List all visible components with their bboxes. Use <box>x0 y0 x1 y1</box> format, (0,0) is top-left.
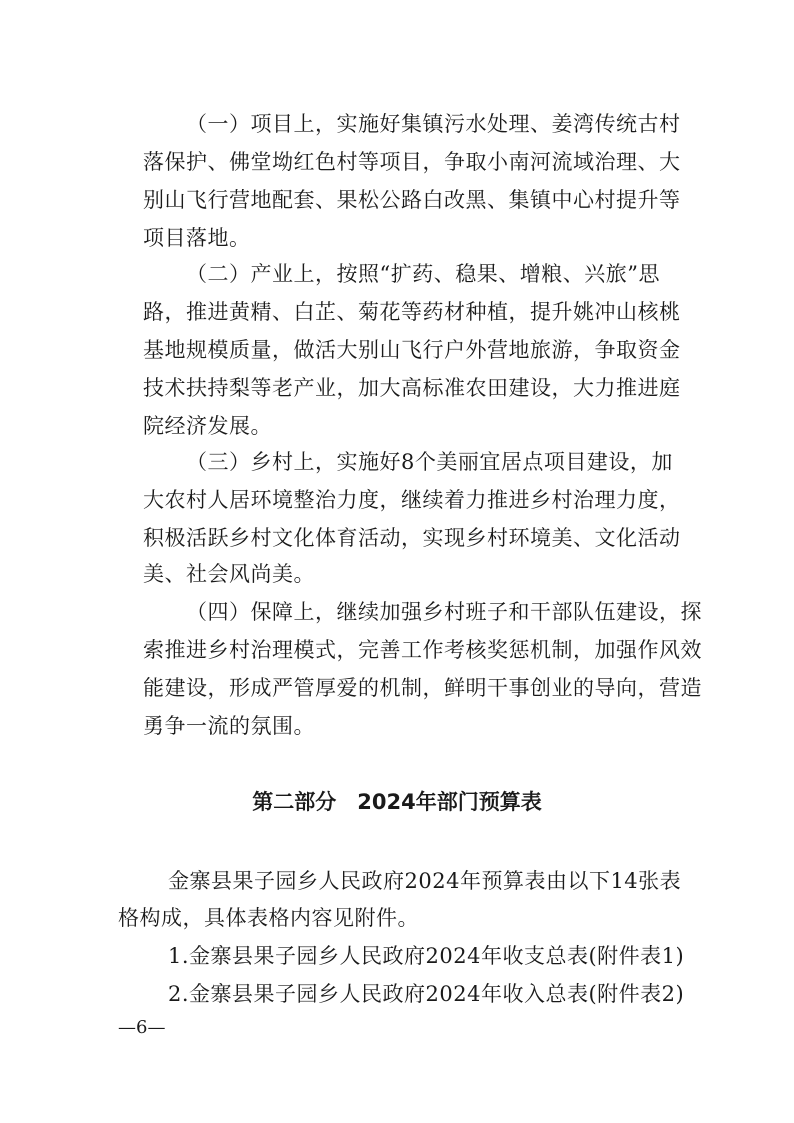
text-line: 落保护、佛堂坳红色村等项目，争取小南河流域治理、大 <box>143 150 681 174</box>
text-line: （二）产业上，按照“扩药、稳果、增粮、兴旅”思 <box>186 262 660 286</box>
text-line: 格构成，具体表格内容见附件。 <box>118 906 419 930</box>
text-line: 大农村人居环境整治力度，继续着力推进乡村治理力度， <box>143 488 681 512</box>
text-line: 基地规模质量，做活大别山飞行户外营地旅游，争取资金 <box>143 338 681 362</box>
list-item: 2.金寨县果子园乡人民政府2024年收入总表(附件表2) <box>168 982 685 1006</box>
text-line: 积极活跃乡村文化体育活动，实现乡村环境美、文化活动 <box>143 526 681 550</box>
text-line: 索推进乡村治理模式，完善工作考核奖惩机制，加强作风效 <box>143 638 702 662</box>
text-line: （一）项目上，实施好集镇污水处理、姜湾传统古村 <box>186 112 681 136</box>
text-line: （三）乡村上，实施好8个美丽宜居点项目建设，加 <box>186 450 673 474</box>
text-line: 勇争一流的氛围。 <box>143 714 315 738</box>
text-line: 别山飞行营地配套、果松公路白改黑、集镇中心村提升等 <box>143 188 681 212</box>
text-line: 院经济发展。 <box>143 414 272 438</box>
text-line: 技术扶持梨等老产业，加大高标准农田建设，大力推进庭 <box>143 376 681 400</box>
list-item: 1.金寨县果子园乡人民政府2024年收支总表(附件表1) <box>168 944 685 968</box>
text-line: 项目落地。 <box>143 226 251 250</box>
text-line: 美、社会风尚美。 <box>143 562 315 586</box>
text-line: 能建设，形成严管厚爱的机制，鲜明干事创业的导向，营造 <box>143 676 702 700</box>
text-line: 金寨县果子园乡人民政府2024年预算表由以下14张表 <box>168 869 682 893</box>
page-number: —6— <box>118 1017 166 1038</box>
text-line: 路，推进黄精、白芷、菊花等药材种植，提升姚冲山核桃 <box>143 300 681 324</box>
section-heading: 第二部分 2024年部门预算表 <box>252 790 542 814</box>
text-line: （四）保障上，继续加强乡村班子和干部队伍建设，探 <box>186 600 702 624</box>
